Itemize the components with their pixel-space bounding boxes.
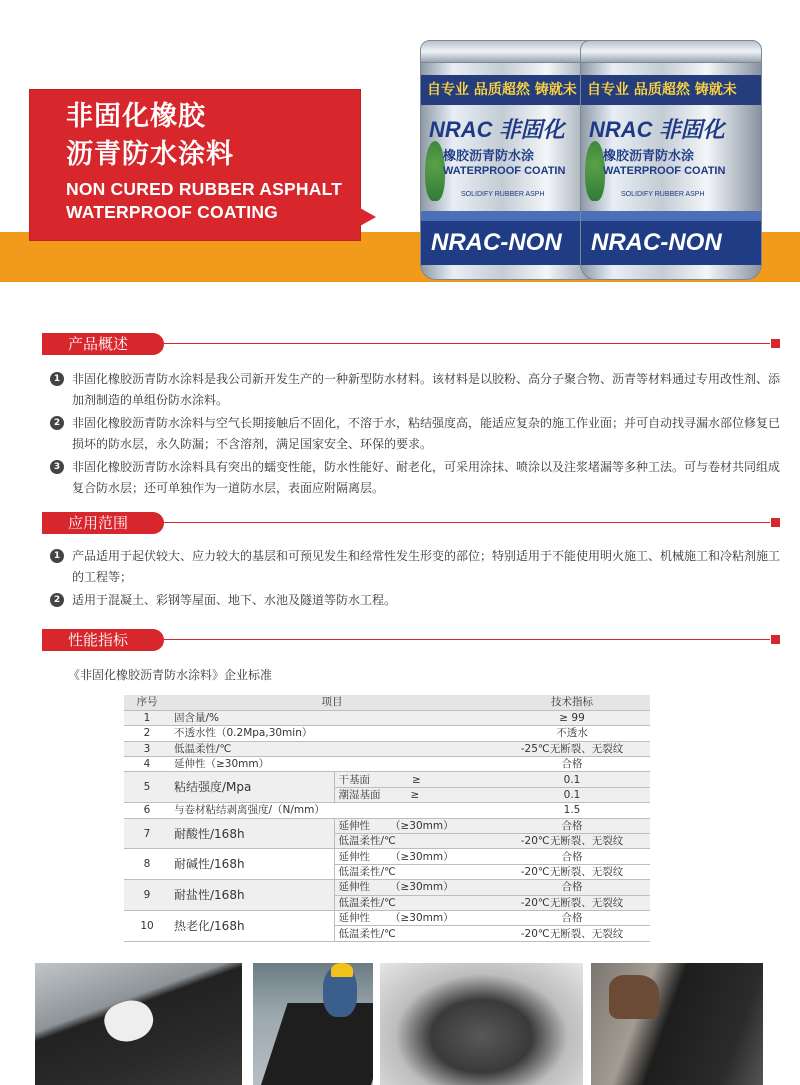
can-slogan: 自专业 品质超然 铸就未 xyxy=(581,75,761,105)
can-product-name: 橡胶沥青防水涂 xyxy=(603,149,695,164)
list-item xyxy=(50,369,780,410)
table-row: 10 热老化/168h 延伸性 （≥30mm） 合格 xyxy=(124,910,650,925)
table-row: 低温柔性/℃ -20℃无断裂、无裂纹 xyxy=(124,926,650,941)
can-bottom-label: NRAC-NON xyxy=(421,221,601,265)
title-box xyxy=(30,90,360,240)
table-row: 9 耐盐性/168h 延伸性 （≥30mm） 合格 xyxy=(124,880,650,895)
table-row: 低温柔性/℃ -20℃无断裂、无裂纹 xyxy=(124,895,650,910)
section-divider xyxy=(164,639,770,640)
spec-table xyxy=(124,695,650,942)
can-product-name: 橡胶沥青防水涂 xyxy=(443,149,535,164)
list-item xyxy=(50,457,780,498)
title-cn-line2: 沥青防水涂料 xyxy=(66,139,234,170)
number-bullet-icon: 1 xyxy=(50,549,64,563)
standard-caption: 《非固化橡胶沥青防水涂料》企业标准 xyxy=(68,668,273,682)
can-sub: SOLIDIFY RUBBER ASPH xyxy=(461,191,545,198)
list-item-text: 产品适用于起伏较大、应力较大的基层和可预见发生和经常性发生形变的部位；特别适用于不能使用明火施工、机械施工和冷粘剂施工的工程等； xyxy=(72,549,781,584)
table-row: 8 耐碱性/168h 延伸性 （≥30mm） 合格 xyxy=(124,849,650,864)
photo-worker-application xyxy=(253,963,373,1085)
leaf-logo-icon xyxy=(585,141,605,201)
application-list xyxy=(50,546,780,614)
paint-can-right xyxy=(580,40,762,280)
section-label: 应用范围 xyxy=(42,512,164,534)
can-brand: NRAC 非固化 xyxy=(589,117,725,142)
title-cn-line1: 非固化橡胶 xyxy=(66,101,206,132)
photo-sprayed-coating xyxy=(380,963,583,1085)
col-header-item: 项目 xyxy=(170,695,494,710)
col-header-no: 序号 xyxy=(124,695,170,710)
table-row: 4 延伸性（≥30mm） 合格 xyxy=(124,757,650,772)
list-item-text: 非固化橡胶沥青防水涂料与空气长期接触后不固化，不溶于水，粘结强度高，能适应复杂的施工作业面；并可自动找寻漏水部位修复已损坏的防水层，永久防漏；不含溶剂，满足国家安全、环保的要求。 xyxy=(72,416,781,451)
number-bullet-icon: 3 xyxy=(50,460,64,474)
table-row: 低温柔性/℃ -20℃无断裂、无裂纹 xyxy=(124,834,650,849)
can-bottom-label: NRAC-NON xyxy=(581,221,761,265)
list-item-text: 非固化橡胶沥青防水涂料是我公司新开发生产的一种新型防水材料。该材料是以胶粉、高分子聚合物、沥青等材料通过专用改性剂、添加剂制造的单组份防水涂料。 xyxy=(72,372,781,407)
number-bullet-icon: 2 xyxy=(50,593,64,607)
section-label: 产品概述 xyxy=(42,333,164,355)
table-row: 低温柔性/℃ -20℃无断裂、无裂纹 xyxy=(124,864,650,879)
section-header-performance xyxy=(42,629,780,651)
photo-coated-surface xyxy=(591,963,763,1085)
table-row: 5 粘结强度/Mpa 干基面 ≥ 0.1 xyxy=(124,772,650,787)
list-item xyxy=(50,413,780,454)
list-item xyxy=(50,590,780,611)
section-divider xyxy=(164,343,770,344)
section-header-application xyxy=(42,512,780,534)
can-brand: NRAC 非固化 xyxy=(429,117,565,142)
section-end-square-icon xyxy=(771,339,780,348)
paint-can-left xyxy=(420,40,602,280)
can-slogan: 自专业 品质超然 铸就未 xyxy=(421,75,601,105)
can-sub: SOLIDIFY RUBBER ASPH xyxy=(621,191,705,198)
can-product-en: WATERPROOF COATIN xyxy=(443,165,566,177)
product-cans-image xyxy=(420,30,760,285)
section-divider xyxy=(164,522,770,523)
list-item xyxy=(50,546,780,587)
can-product-en: WATERPROOF COATIN xyxy=(603,165,726,177)
list-item-text: 非固化橡胶沥青防水涂料具有突出的蠕变性能，防水性能好、耐老化，可采用涂抹、喷涂以及注浆堵漏等多种工法。可与卷材共同组成复合防水层；还可单独作为一道防水层，表面应附隔离层。 xyxy=(72,460,781,495)
table-row: 2 不透水性（0.2Mpa,30min） 不透水 xyxy=(124,726,650,741)
table-row: 6 与卷材粘结剥离强度/（N/mm） 1.5 xyxy=(124,803,650,818)
table-row: 潮湿基面 ≥ 0.1 xyxy=(124,787,650,802)
table-header-row xyxy=(124,695,650,710)
overview-list xyxy=(50,369,780,501)
leaf-logo-icon xyxy=(425,141,445,201)
section-end-square-icon xyxy=(771,635,780,644)
col-header-spec: 技术指标 xyxy=(494,695,650,710)
list-item-text: 适用于混凝土、彩钢等屋面、地下、水池及隧道等防水工程。 xyxy=(72,593,397,607)
number-bullet-icon: 1 xyxy=(50,372,64,386)
photo-membrane-laying xyxy=(35,963,242,1085)
section-end-square-icon xyxy=(771,518,780,527)
section-header-overview xyxy=(42,333,780,355)
table-row: 1 固含量/% ≥ 99 xyxy=(124,710,650,725)
table-row: 3 低温柔性/℃ -25℃无断裂、无裂纹 xyxy=(124,741,650,756)
title-en-line2: WATERPROOF COATING xyxy=(66,202,278,222)
title-en-line1: NON CURED RUBBER ASPHALT xyxy=(66,179,343,199)
section-label: 性能指标 xyxy=(42,629,164,651)
table-row: 7 耐酸性/168h 延伸性 （≥30mm） 合格 xyxy=(124,818,650,833)
number-bullet-icon: 2 xyxy=(50,416,64,430)
